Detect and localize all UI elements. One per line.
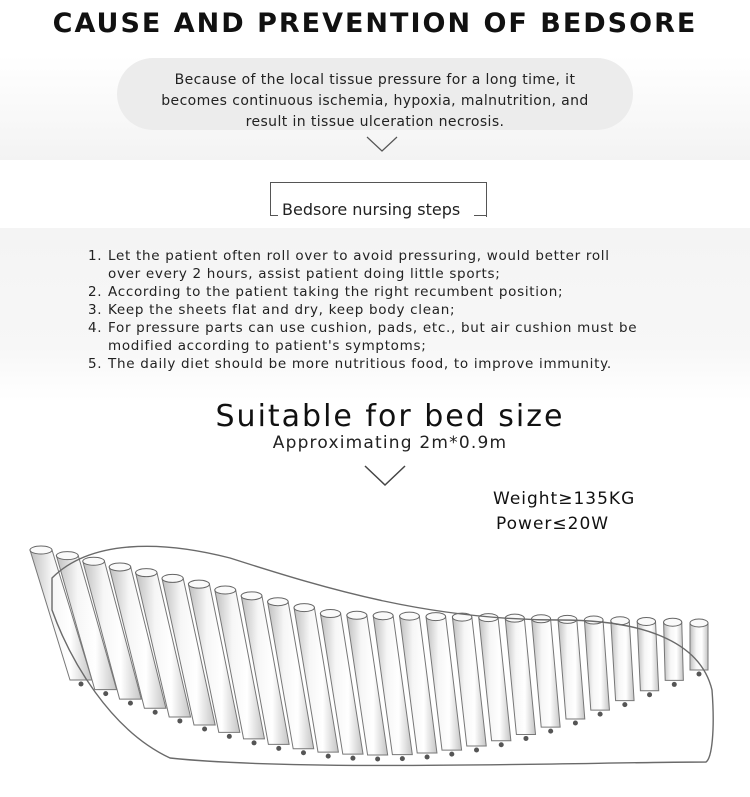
air-tube-cap bbox=[400, 612, 420, 620]
step-text: According to the patient taking the right recumbent position; bbox=[108, 284, 564, 300]
tube-valve bbox=[697, 672, 702, 677]
cause-line: result in tissue ulceration necrosis. bbox=[245, 114, 505, 130]
steps-frame-bottom-left bbox=[270, 215, 278, 216]
tube-valve bbox=[598, 712, 603, 717]
air-tube-cap bbox=[109, 563, 131, 571]
power-spec: Power≤20W bbox=[496, 514, 610, 534]
air-tube-cap bbox=[268, 598, 289, 606]
step-number: 1. bbox=[88, 248, 103, 264]
air-tube-cap bbox=[136, 569, 157, 577]
steps-frame-left bbox=[270, 182, 271, 216]
weight-spec: Weight≥135KG bbox=[493, 489, 636, 509]
page-title: CAUSE AND PREVENTION OF BEDSORE bbox=[52, 8, 698, 39]
tube-valve bbox=[474, 747, 479, 752]
air-tube bbox=[611, 621, 634, 701]
bed-size-value: Approximating 2m*0.9m bbox=[272, 433, 508, 453]
list-item bbox=[88, 319, 688, 355]
tube-valve bbox=[350, 756, 355, 761]
tube-valve bbox=[301, 750, 306, 755]
list-item bbox=[88, 355, 688, 373]
tube-valve bbox=[548, 729, 553, 734]
air-tube bbox=[532, 619, 561, 727]
step-number: 3. bbox=[88, 302, 103, 318]
tube-valve bbox=[499, 742, 504, 747]
tube-valve bbox=[227, 734, 232, 739]
tube-valve bbox=[672, 682, 677, 687]
tube-valve bbox=[573, 721, 578, 726]
tube-valve bbox=[202, 727, 207, 732]
air-tube-cap bbox=[426, 613, 446, 621]
tube-valve bbox=[103, 691, 108, 696]
tube-valve bbox=[326, 754, 331, 759]
air-tube-cap bbox=[241, 592, 262, 600]
air-tube-cap bbox=[30, 546, 52, 554]
air-tube-cap bbox=[83, 557, 105, 565]
steps-heading: Bedsore nursing steps bbox=[282, 200, 461, 219]
air-mattress-image bbox=[0, 500, 750, 797]
cause-text bbox=[117, 70, 633, 133]
step-text-cont: modified according to patient's symptoms; bbox=[108, 338, 427, 354]
list-item bbox=[88, 283, 688, 301]
tube-valve bbox=[375, 757, 380, 762]
air-tube-cap bbox=[56, 552, 78, 560]
chevron-down-icon bbox=[366, 136, 398, 152]
nursing-steps-list bbox=[88, 247, 688, 373]
tube-valve bbox=[622, 702, 627, 707]
step-text: The daily diet should be more nutritious food, to improve immunity. bbox=[108, 356, 612, 372]
step-number: 4. bbox=[88, 320, 103, 336]
air-tube-cap bbox=[664, 618, 682, 626]
air-tube-cap bbox=[188, 580, 209, 588]
air-tube-cap bbox=[532, 615, 551, 623]
air-tube-cap bbox=[162, 574, 183, 582]
tube-valve bbox=[252, 740, 257, 745]
tube-valve bbox=[276, 746, 281, 751]
air-tube bbox=[505, 618, 535, 734]
air-tube-cap bbox=[690, 619, 708, 627]
air-tube-cap bbox=[215, 586, 236, 594]
step-text: For pressure parts can use cushion, pads, etc., but air cushion must be bbox=[108, 320, 638, 336]
list-item bbox=[88, 247, 688, 283]
tube-valve bbox=[523, 736, 528, 741]
air-tube-cap bbox=[584, 616, 603, 624]
tube-valve bbox=[647, 692, 652, 697]
step-text-cont: over every 2 hours, assist patient doing little sports; bbox=[108, 266, 501, 282]
chevron-down-icon bbox=[364, 465, 406, 487]
cause-line: becomes continuous ischemia, hypoxia, malnutrition, and bbox=[161, 93, 589, 109]
tube-valve bbox=[177, 718, 182, 723]
cause-line: Because of the local tissue pressure for a long time, it bbox=[174, 72, 576, 88]
air-tube-cap bbox=[637, 617, 655, 625]
air-tube-cap bbox=[373, 612, 393, 620]
tube-valve bbox=[153, 710, 158, 715]
tube-valve bbox=[128, 701, 133, 706]
tube-valve bbox=[449, 752, 454, 757]
step-text: Keep the sheets flat and dry, keep body clean; bbox=[108, 302, 456, 318]
step-number: 5. bbox=[88, 356, 103, 372]
air-tube bbox=[558, 619, 585, 719]
steps-frame-bottom-right bbox=[474, 215, 486, 216]
air-tube bbox=[664, 622, 684, 680]
tube-valve bbox=[400, 756, 405, 761]
air-tube-cap bbox=[294, 604, 314, 612]
tube-valve bbox=[425, 754, 430, 759]
air-tube-cap bbox=[320, 610, 340, 618]
air-tube-cap bbox=[347, 611, 367, 619]
air-tube bbox=[584, 620, 609, 710]
step-text: Let the patient often roll over to avoid pressuring, would better roll bbox=[108, 248, 610, 264]
tube-valve bbox=[79, 682, 84, 687]
list-item bbox=[88, 301, 688, 319]
bed-size-heading: Suitable for bed size bbox=[215, 399, 565, 434]
step-number: 2. bbox=[88, 284, 103, 300]
